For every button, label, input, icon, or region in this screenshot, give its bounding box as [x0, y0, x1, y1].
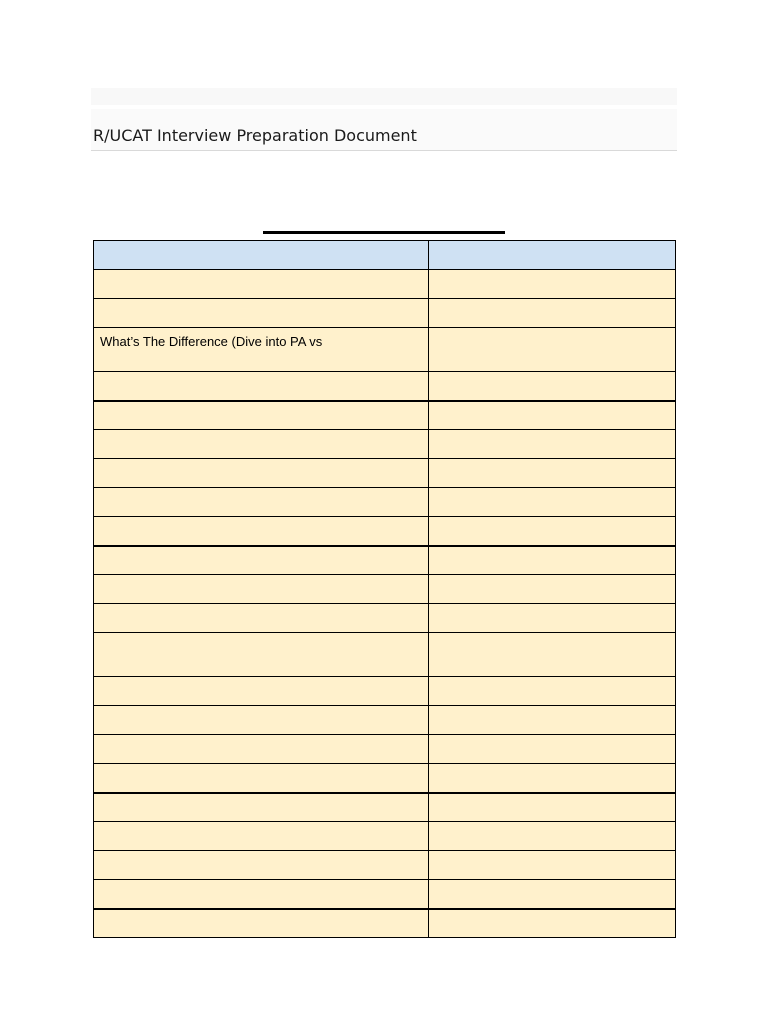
- table-row: [94, 270, 676, 299]
- table-cell[interactable]: [429, 677, 676, 706]
- prep-table: [93, 240, 676, 938]
- header-cell: [429, 241, 676, 270]
- table-cell[interactable]: [94, 909, 429, 938]
- table-cell[interactable]: [429, 517, 676, 546]
- table-row: [94, 735, 676, 764]
- table-cell[interactable]: [94, 633, 429, 677]
- table-row: [94, 793, 676, 822]
- table-cell[interactable]: [429, 880, 676, 909]
- table-cell[interactable]: [429, 546, 676, 575]
- table-row: [94, 677, 676, 706]
- table-cell[interactable]: [429, 822, 676, 851]
- table-cell[interactable]: What’s The Difference (Dive into PA vs: [94, 328, 429, 372]
- table-cell[interactable]: [94, 430, 429, 459]
- table-cell[interactable]: [94, 735, 429, 764]
- table-row: [94, 459, 676, 488]
- table-cell[interactable]: [429, 401, 676, 430]
- table-cell[interactable]: [94, 851, 429, 880]
- table-cell[interactable]: [429, 909, 676, 938]
- table-row: [94, 706, 676, 735]
- table-cell[interactable]: [94, 822, 429, 851]
- table-row: [94, 488, 676, 517]
- table-row: [94, 764, 676, 793]
- table-cell[interactable]: [429, 270, 676, 299]
- table-cell[interactable]: [94, 517, 429, 546]
- table-row: [94, 401, 676, 430]
- table-cell[interactable]: [429, 488, 676, 517]
- table-cell[interactable]: [429, 430, 676, 459]
- table-cell[interactable]: [429, 706, 676, 735]
- table-cell[interactable]: [94, 546, 429, 575]
- table-cell[interactable]: [94, 764, 429, 793]
- table-cell[interactable]: [94, 459, 429, 488]
- table-cell[interactable]: [94, 604, 429, 633]
- table-cell[interactable]: [429, 764, 676, 793]
- table-cell[interactable]: [429, 735, 676, 764]
- top-band: [91, 88, 677, 105]
- table-row: [94, 633, 676, 677]
- table-row: [94, 546, 676, 575]
- table-row: [94, 880, 676, 909]
- table-cell[interactable]: [94, 401, 429, 430]
- table-row: [94, 372, 676, 401]
- table-row: [94, 909, 676, 938]
- table-cell[interactable]: [94, 880, 429, 909]
- document-title: R/UCAT Interview Preparation Document: [93, 126, 417, 145]
- table-cell[interactable]: [429, 372, 676, 401]
- table-row: [94, 851, 676, 880]
- table-row: [94, 328, 676, 372]
- table-cell[interactable]: [94, 299, 429, 328]
- table-cell[interactable]: [94, 793, 429, 822]
- table-cell[interactable]: [429, 459, 676, 488]
- table-cell[interactable]: [94, 488, 429, 517]
- table-row: [94, 604, 676, 633]
- table-cell[interactable]: [94, 270, 429, 299]
- table-row: [94, 299, 676, 328]
- table-header-row: [94, 241, 676, 270]
- table-cell[interactable]: [94, 575, 429, 604]
- table-cell[interactable]: [429, 575, 676, 604]
- table-row: [94, 430, 676, 459]
- title-bar: [91, 109, 677, 151]
- table-cell[interactable]: [429, 793, 676, 822]
- table-cell[interactable]: [429, 328, 676, 372]
- title-rule: [263, 231, 505, 234]
- table-cell[interactable]: [429, 299, 676, 328]
- table-cell[interactable]: [429, 851, 676, 880]
- table-cell[interactable]: [94, 372, 429, 401]
- table-cell[interactable]: [94, 677, 429, 706]
- table-cell[interactable]: [429, 604, 676, 633]
- table-cell[interactable]: [429, 633, 676, 677]
- table-row: [94, 822, 676, 851]
- table-cell[interactable]: [94, 706, 429, 735]
- table-row: [94, 517, 676, 546]
- header-cell: [94, 241, 429, 270]
- table-row: [94, 575, 676, 604]
